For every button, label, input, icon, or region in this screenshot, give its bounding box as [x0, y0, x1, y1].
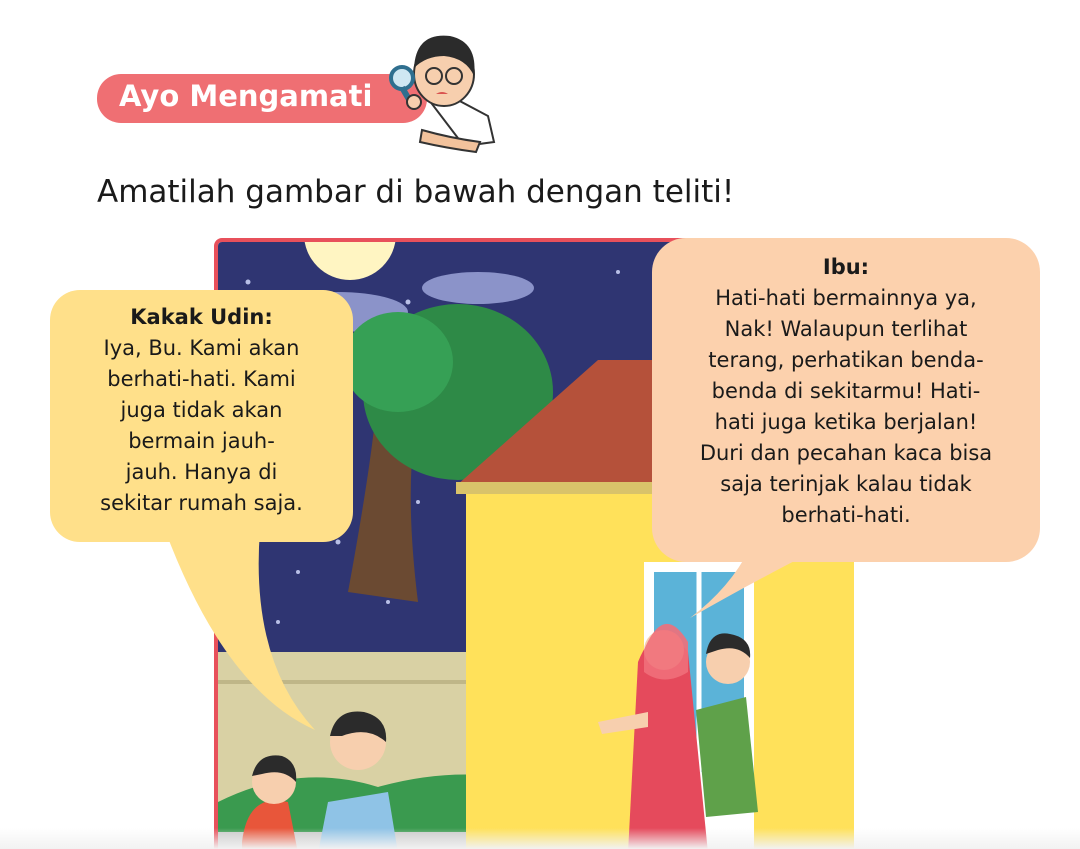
bubble-line: juga tidak akan	[120, 398, 283, 422]
instruction-text: Amatilah gambar di bawah dengan teliti!	[97, 174, 735, 210]
bubble-line: Iya, Bu. Kami akan	[103, 336, 300, 360]
bubble-line: saja terinjak kalau tidak	[720, 472, 972, 496]
speech-bubble-ibu	[652, 238, 1040, 562]
bubble-line: hati juga ketika berjalan!	[714, 410, 978, 434]
bubble-line: sekitar rumah saja.	[100, 491, 303, 515]
section-title: Ayo Mengamati	[119, 79, 373, 113]
bubble-line: Hati-hati bermainnya ya,	[715, 286, 977, 310]
speaker-name: Kakak Udin:	[130, 305, 273, 329]
bubble-line: Nak! Walaupun terlihat	[724, 317, 968, 341]
bubble-line: Duri dan pecahan kaca bisa	[699, 441, 993, 465]
bubble-line: bermain jauh-	[128, 429, 275, 453]
speaker-name: Ibu:	[822, 255, 870, 279]
bubble-line: berhati-hati.	[781, 503, 911, 527]
bubble-left-tail	[165, 530, 325, 735]
page-edge	[0, 828, 1080, 849]
mascot-boy-with-magnifier	[370, 20, 510, 160]
bubble-line: berhati-hati. Kami	[107, 367, 296, 391]
bubble-line: benda di sekitarmu! Hati-	[711, 379, 981, 403]
bubble-line: terang, perhatikan benda-	[708, 348, 984, 372]
speech-bubble-kakak-udin	[50, 290, 353, 542]
bubble-line: jauh. Hanya di	[125, 460, 278, 484]
